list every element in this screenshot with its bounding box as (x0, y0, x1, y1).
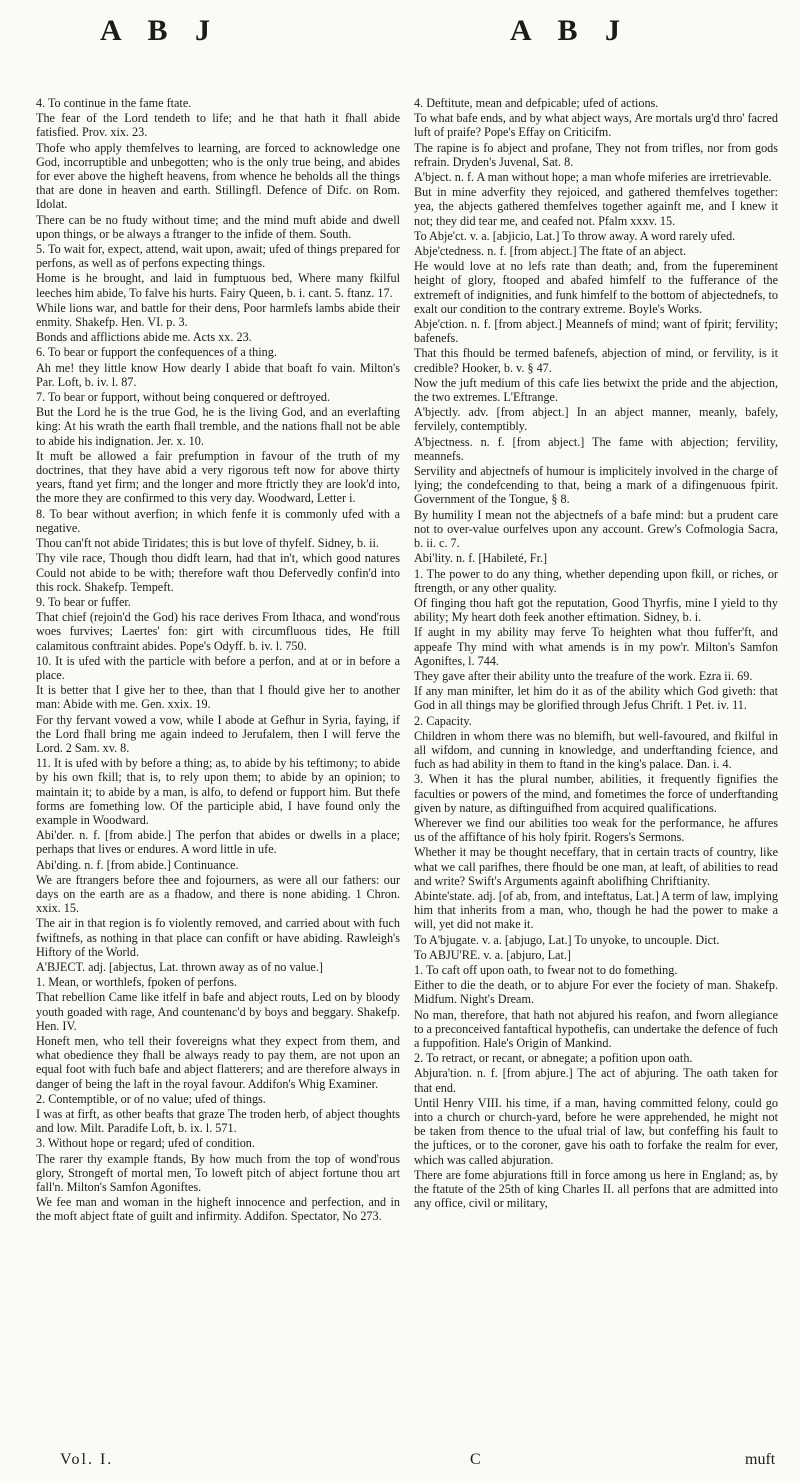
entry-paragraph: If any man minifter, let him do it as of the ability which God giveth: that God in all things may be glorified through Jefus Chrift. 1 Pet. iv. 11. (414, 684, 778, 713)
entry-paragraph: Ah me! they little know How dearly I abide that boaft fo vain. Milton's Par. Loft, b. iv. l. 87. (36, 360, 400, 389)
entry-paragraph: 1. Mean, or worthlefs, fpoken of perfons. (36, 975, 238, 990)
entry-paragraph: 2. Contemptible, or of no value; ufed of things. (36, 1091, 266, 1106)
entry-paragraph: We are ftrangers before thee and fojourners, as were all our fathers: our days on the earth are as a fhadow, and there is none abiding. 1 Chron. xxix. 15. (36, 872, 400, 916)
entry-paragraph: To A'bjugate. v. a. [abjugo, Lat.] To unyoke, to uncouple. Dict. (414, 932, 720, 947)
entry-paragraph: There can be no ftudy without time; and the mind muft abide and dwell upon things, or be always a ftranger to the infide of them. South. (36, 212, 400, 241)
entry-paragraph: By humility I mean not the abjectnefs of a bafe mind: but a prudent care not to over-value ourfelves upon any account. Grew's Cofmologia Sacra, b. ii. c. 7. (414, 507, 778, 551)
entry-paragraph: No man, therefore, that hath not abjured his reafon, and fworn allegiance to a preconceived fantaftical hypothefis, can undertake the defence of fuch a fuppofition. Hale's Origin of Mankind. (414, 1007, 778, 1050)
entry-paragraph: Abje'ctedness. n. f. [from abject.] The ftate of an abject. (414, 244, 687, 259)
entry-paragraph: There are fome abjurations ftill in force among us here in England; as, by the ftatute of the 25th of king Charles II. all perfons that are admitted into any office, civil or military, (414, 1167, 778, 1211)
entry-paragraph: He would love at no lefs rate than death; and, from the fupereminent height of glory, ftooped and abafed himfelf to the fufferance of the extremeft of indignities, and funk himfelf to the bottom of abjectednefs, to exalt our condition to the contrary extreme. Boyle's Works. (414, 259, 778, 316)
entry-paragraph: For thy fervant vowed a vow, while I abode at Gefhur in Syria, faying, if the Lord fhall bring me again indeed to Jerufalem, then I will ferve the Lord. 2 Sam. xv. 8. (36, 712, 400, 755)
signature-mark: C (470, 1451, 481, 1468)
entry-paragraph: A'bjectness. n. f. [from abject.] The fame with abjection; fervility, meannefs. (414, 434, 778, 463)
entry-paragraph: The rarer thy example ftands, By how much from the top of wond'rous glory, Strongeft of mortal men, To loweft pitch of abject fortune thou art fall'n. Milton's Samfon Agoniftes. (36, 1151, 400, 1195)
entry-paragraph: Wherever we find our abilities too weak for the performance, he affures us of the affiftance of his holy fpirit. Rogers's Sermons. (414, 815, 778, 845)
entry-paragraph: Either to die the death, or to abjure For ever the fociety of man. Shakefp. Midfum. Night's Dream. (414, 978, 778, 1007)
entry-paragraph: Whether it may be thought neceffary, that in certain tracts of country, like what we call parifhes, there fhould be one man, at leaft, of abilities to read and write? Swift's Arguments againft abolifhing Chriftianity. (414, 845, 778, 888)
entry-paragraph: Children in whom there was no blemifh, but well-favoured, and fkilful in all wifdom, and cunning in knowledge, and underftanding fcience, and fuch as had ability in them to ftand in the king's palace. Dan. i. 4. (414, 728, 778, 772)
entry-paragraph: Abi'der. n. f. [from abide.] The perfon that abides or dwells in a place; perhaps that lives or endures. A word little in ufe. (36, 828, 400, 857)
entry-paragraph: That chief (rejoin'd the God) his race derives From Ithaca, and wond'rous woes furvives; Laertes' fon: girt with circumfluous tides, He ftill calamitous conftraint abides. Pope's Odyff. b. iv. l. 750. (36, 610, 400, 653)
entry-paragraph: The air in that region is fo violently removed, and carried about with fuch fwiftnefs, as nothing in that place can confift or have abiding. Rawleigh's Hiftory of the World. (36, 916, 400, 959)
entry-paragraph: If aught in my ability may ferve To heighten what thou fuffer'ft, and appeafe Thy mind with what amends is in my pow'r. Milton's Samfon Agoniftes, l. 744. (414, 625, 778, 668)
entry-paragraph: Thou can'ft not abide Tiridates; this is but love of thyfelf. Sidney, b. ii. (36, 536, 379, 551)
entry-paragraph: 3. When it has the plural number, abilities, it frequently fignifies the faculties or powers of the mind, and fometimes the force of underftanding given by nature, as diftinguifhed from acquired qualifications. (414, 772, 778, 815)
running-head-right: A B J (510, 14, 631, 47)
entry-paragraph: A'bjectly. adv. [from abject.] In an abject manner, meanly, bafely, fervilely, contemptibly. (414, 405, 778, 434)
entry-paragraph: 1. The power to do any thing, whether depending upon fkill, or riches, or ftrength, or any other quality. (414, 566, 778, 595)
entry-paragraph: I was at firft, as other beafts that graze The troden herb, of abject thoughts and low. Milt. Paradife Loft, b. ix. l. 571. (36, 1107, 400, 1136)
entry-paragraph: To what bafe ends, and by what abject ways, Are mortals urg'd thro' facred luft of praife? Pope's Effay on Criticifm. (414, 111, 778, 140)
entry-paragraph: 6. To bear or fupport the confequences of a thing. (36, 345, 277, 360)
entry-paragraph: We fee man and woman in the higheft innocence and perfection, and in the moft abject ftate of guilt and infirmity. Addifon. Spectator, No 273. (36, 1195, 400, 1224)
entry-paragraph: It is better that I give her to thee, than that I fhould give her to another man: Abide with me. Gen. xxix. 19. (36, 683, 400, 712)
entry-paragraph: 2. Capacity. (414, 713, 472, 728)
entry-paragraph: 8. To bear without averfion; in which fenfe it is commonly ufed with a negative. (36, 506, 400, 535)
entry-paragraph: 2. To retract, or recant, or abnegate; a pofition upon oath. (414, 1051, 693, 1066)
running-head-left: A B J (100, 14, 221, 47)
entry-paragraph: 9. To bear or fuffer. (36, 594, 131, 609)
entry-paragraph: Thofe who apply themfelves to learning, are forced to acknowledge one God, incorruptible and unbegotten; who is the only true being, and abides for ever above the higheft heavens, from whence he beholds all the things that are done in heaven and earth. Stillingfl. Defence of Difc. on Rom. Idolat. (36, 140, 400, 212)
entry-paragraph: Abinte'state. adj. [of ab, from, and inteftatus, Lat.] A term of law, implying him that inherits from a man, who, though he had the power to make a will, yet did not make it. (414, 888, 778, 932)
right-column (414, 96, 778, 1443)
entry-paragraph: 3. Without hope or regard; ufed of condition. (36, 1136, 255, 1151)
entry-paragraph: Home is he brought, and laid in fumptuous bed, Where many fkilful leeches him abide, To falve his hurts. Fairy Queen, b. i. cant. 5. ftanz. 17. (36, 271, 400, 300)
entry-paragraph: But the Lord he is the true God, he is the living God, and an everlafting king: At his wrath the earth fhall tremble, and the nations fhall not be able to abide his indignation. Jer. x. 10. (36, 405, 400, 448)
entry-paragraph: 1. To caft off upon oath, to fwear not to do fomething. (414, 962, 678, 977)
entry-paragraph: Of finging thou haft got the reputation, Good Thyrfis, mine I yield to thy ability; My heart doth feek another eftimation. Sidney, b. i. (414, 595, 778, 625)
entry-paragraph: Abjura'tion. n. f. [from abjure.] The act of abjuring. The oath taken for that end. (414, 1066, 778, 1095)
entry-paragraph: To ABJU'RE. v. a. [abjuro, Lat.] (414, 947, 571, 962)
entry-paragraph: 10. It is ufed with the particle with before a perfon, and at or in before a place. (36, 653, 400, 682)
entry-paragraph: To Abje'ct. v. a. [abjicio, Lat.] To throw away. A word rarely ufed. (414, 228, 736, 243)
entry-paragraph: Bonds and afflictions abide me. Acts xx. 23. (36, 330, 252, 345)
left-column (36, 96, 400, 1443)
entry-paragraph: 4. To continue in the fame ftate. (36, 96, 192, 110)
entry-paragraph: 5. To wait for, expect, attend, wait upon, await; ufed of things prepared for perfons, as well as of perfons expecting things. (36, 242, 400, 271)
entry-paragraph: A'BJECT. adj. [abjectus, Lat. thrown away as of no value.] (36, 959, 323, 974)
entry-paragraph: Honeft men, who tell their fovereigns what they expect from them, and what obedience they fhall be always ready to pay them, are not upon an equal foot with fuch bafe and abject flatterers; and are therefore always in danger of being the laft in the royal favour. Addifon's Whig Examiner. (36, 1034, 400, 1091)
entry-paragraph: 7. To bear or fupport, without being conquered or deftroyed. (36, 390, 331, 405)
entry-paragraph: That this fhould be termed bafenefs, abjection of mind, or fervility, is it credible? Hooker, b. v. § 47. (414, 346, 778, 375)
entry-paragraph: Abje'ction. n. f. [from abject.] Meannefs of mind; want of fpirit; fervility; bafenefs. (414, 317, 778, 346)
entry-paragraph: A'bject. n. f. A man without hope; a man whofe miferies are irretrievable. (414, 170, 772, 185)
entry-paragraph: Servility and abjectnefs of humour is implicitely involved in the charge of lying; the condefcending to that, being a mark of a difingenuous fpirit. Government of the Tongue, § 8. (414, 464, 778, 507)
entry-paragraph: But in mine adverfity they rejoiced, and gathered themfelves together: yea, the abjects gathered themfelves together againft me, and I knew it not; they did tear me, and ceafed not. Pfalm xxxv. 15. (414, 185, 778, 228)
entry-paragraph: Now the juft medium of this cafe lies betwixt the pride and the abjection, the two extremes. L'Eftrange. (414, 375, 778, 405)
volume-footer: Vol. I. (60, 1451, 114, 1468)
entry-paragraph: 11. It is ufed with by before a thing; as, to abide by his teftimony; to abide by his own fkill; that is, to rely upon them; to abide by an opinion; to maintain it; to abide by a man, is alfo, to defend or fupport him. But thefe forms are fomething low. Of the participle abid, I have found only the example in Woodward. (36, 756, 400, 827)
entry-paragraph: Abi'ding. n. f. [from abide.] Continuance. (36, 857, 239, 872)
catchword: muft (745, 1451, 776, 1468)
entry-paragraph: The fear of the Lord tendeth to life; and he that hath it fhall abide fatisfied. Prov. xix. 23. (36, 111, 400, 140)
entry-paragraph: That rebellion Came like itfelf in bafe and abject routs, Led on by bloody youth goaded with rage, And countenanc'd by boys and beggary. Shakefp. Hen. IV. (36, 990, 400, 1033)
entry-paragraph: Until Henry VIII. his time, if a man, having committed felony, could go into a church or church-yard, before he were apprehended, he might not be taken from thence to the ufual trial of law, but confeffing his fault to the juftices, or to the coroner, gave his oath to forfake the realm for ever, which was called abjuration. (414, 1095, 778, 1167)
entry-paragraph: While lions war, and battle for their dens, Poor harmlefs lambs abide their enmity. Shakefp. Hen. VI. p. 3. (36, 300, 400, 330)
entry-paragraph: Abi'lity. n. f. [Habileté, Fr.] (414, 551, 548, 566)
entry-paragraph: They gave after their ability unto the treafure of the work. Ezra ii. 69. (414, 668, 753, 683)
entry-paragraph: Thy vile race, Though thou didft learn, had that in't, which good natures Could not abide to be with; therefore waft thou Defervedly confin'd into this rock. Shakefp. Tempeft. (36, 551, 400, 594)
entry-paragraph: It muft be allowed a fair prefumption in favour of the truth of my doctrines, that they have abid a very rigorous teft now for above thirty years, ftand yet firm; and the longer and more ftrictly they are look'd into, the more they are confirmed to this very day. Woodward, Letter i. (36, 448, 400, 506)
entry-paragraph: 4. Deftitute, mean and defpicable; ufed of actions. (414, 96, 659, 110)
entry-paragraph: The rapine is fo abject and profane, They not from trifles, nor from gods refrain. Dryden's Juvenal, Sat. 8. (414, 140, 778, 169)
text-columns (36, 96, 778, 1443)
